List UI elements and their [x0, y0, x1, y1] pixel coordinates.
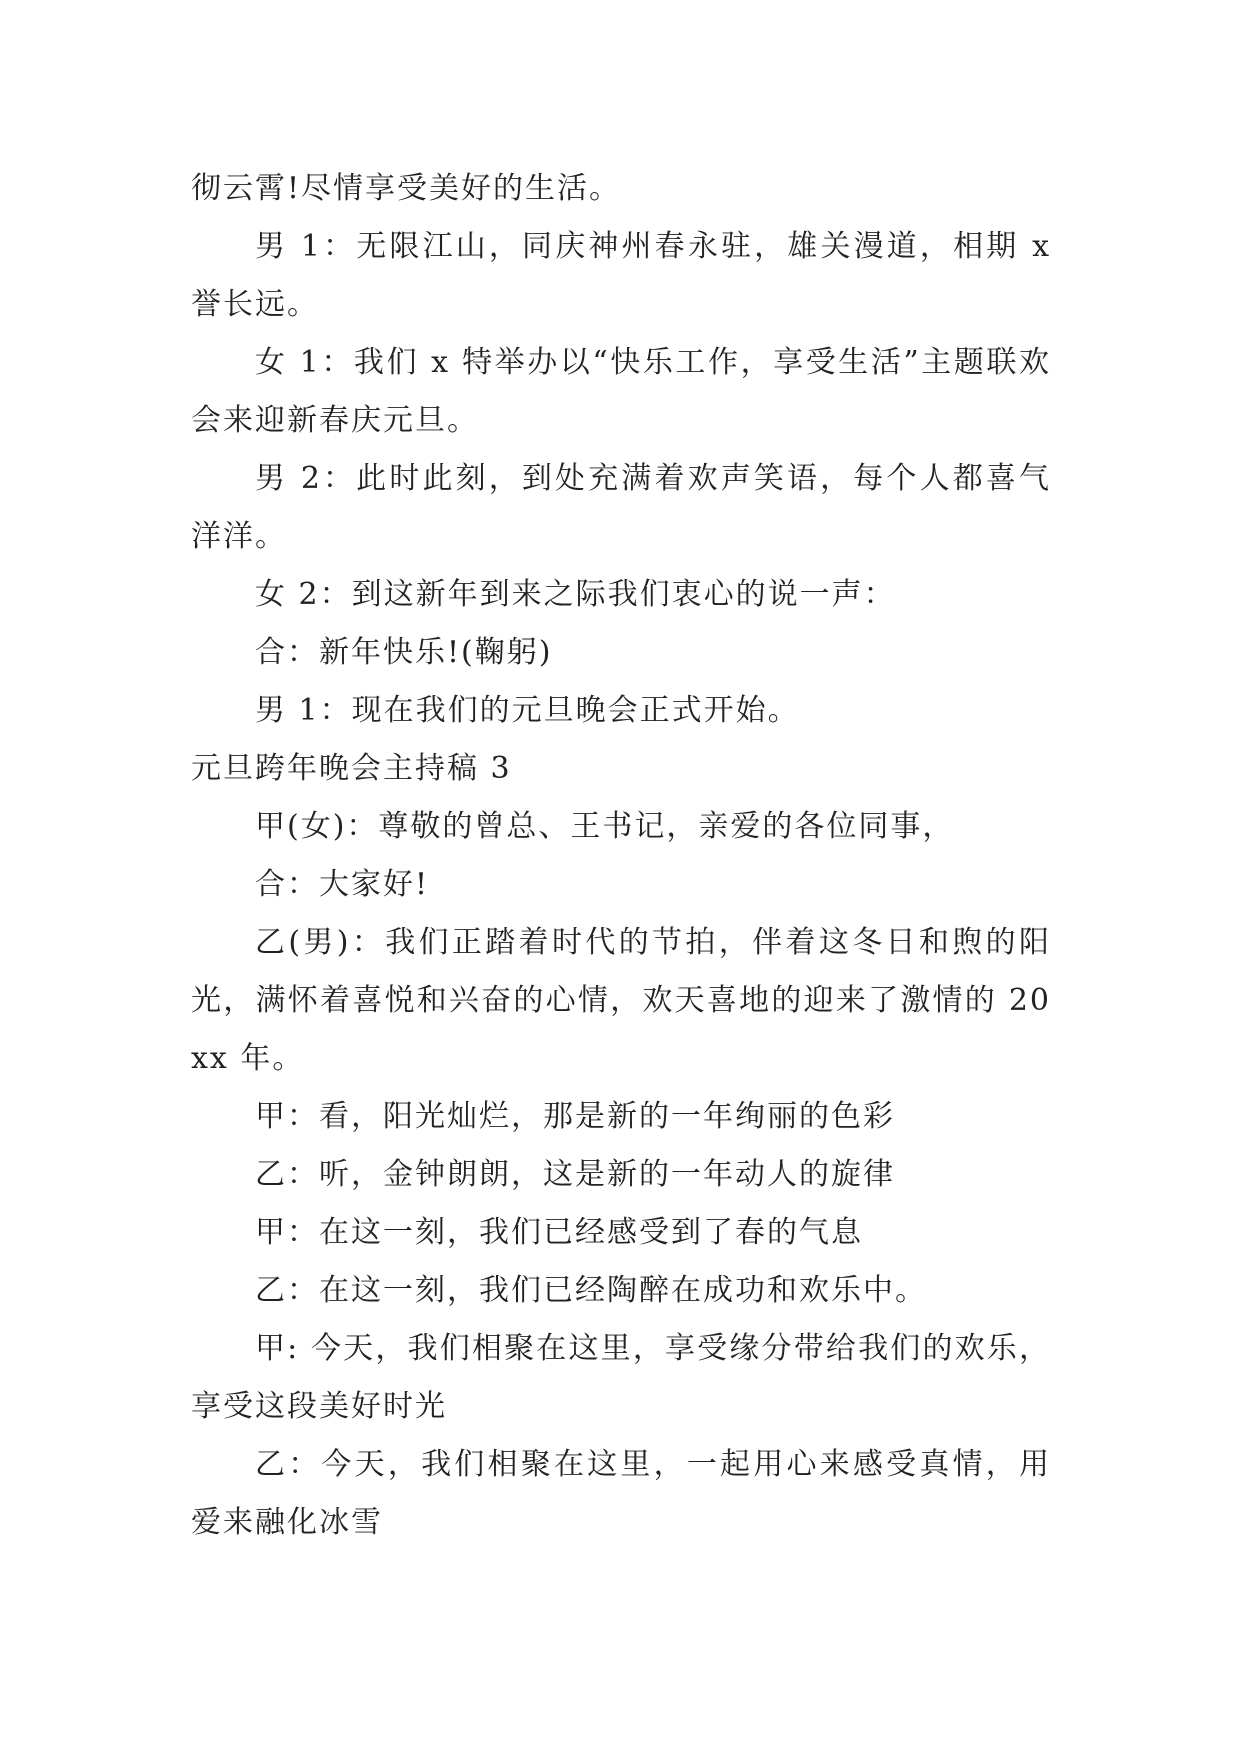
paragraph-together-greeting: 合：大家好!: [255, 867, 430, 902]
paragraph-continuation: 彻云霄!尽情享受美好的生活。: [191, 171, 622, 206]
paragraph-jia-look: 甲：看，阳光灿烂，那是新的一年绚丽的色彩: [255, 1099, 895, 1134]
paragraph-jia-today: 甲: 今天，我们相聚在这里，享受缘分带给我们的欢乐，享受这段美好时光: [191, 1331, 1051, 1424]
paragraph-female2-line: 女 2：到这新年到来之际我们衷心的说一声：: [255, 577, 896, 612]
paragraph-jia-moment: 甲：在这一刻，我们已经感受到了春的气息: [255, 1215, 863, 1250]
paragraph-yi-listen: 乙：听，金钟朗朗，这是新的一年动人的旋律: [255, 1157, 895, 1192]
paragraph-female1-line: 女 1：我们 x 特举办以“快乐工作，享受生活”主题联欢会来迎新春庆元旦。: [191, 345, 1051, 438]
paragraph-jia-greeting: 甲(女)：尊敬的曾总、王书记，亲爱的各位同事，: [255, 809, 955, 844]
document-body: [191, 160, 1051, 1552]
paragraph-yi-today: 乙：今天，我们相聚在这里，一起用心来感受真情，用爱来融化冰雪: [191, 1447, 1051, 1540]
paragraph-together-line: 合：新年快乐!(鞠躬): [255, 635, 553, 670]
paragraph-male2-line: 男 2：此时此刻，到处充满着欢声笑语，每个人都喜气洋洋。: [191, 461, 1051, 554]
paragraph-male1-opening: 男 1：现在我们的元旦晚会正式开始。: [255, 693, 800, 728]
paragraph-male1-line: 男 1：无限江山，同庆神州春永驻，雄关漫道，相期 x 誉长远。: [191, 229, 1051, 322]
paragraph-yi-intro: 乙(男)：我们正踏着时代的节拍，伴着这冬日和煦的阳光，满怀着喜悦和兴奋的心情，欢天喜地的迎来了激情的 20xx 年。: [191, 925, 1051, 1076]
paragraph-yi-moment: 乙：在这一刻，我们已经陶醉在成功和欢乐中。: [255, 1273, 927, 1308]
section-heading: 元旦跨年晚会主持稿 3: [191, 751, 512, 786]
